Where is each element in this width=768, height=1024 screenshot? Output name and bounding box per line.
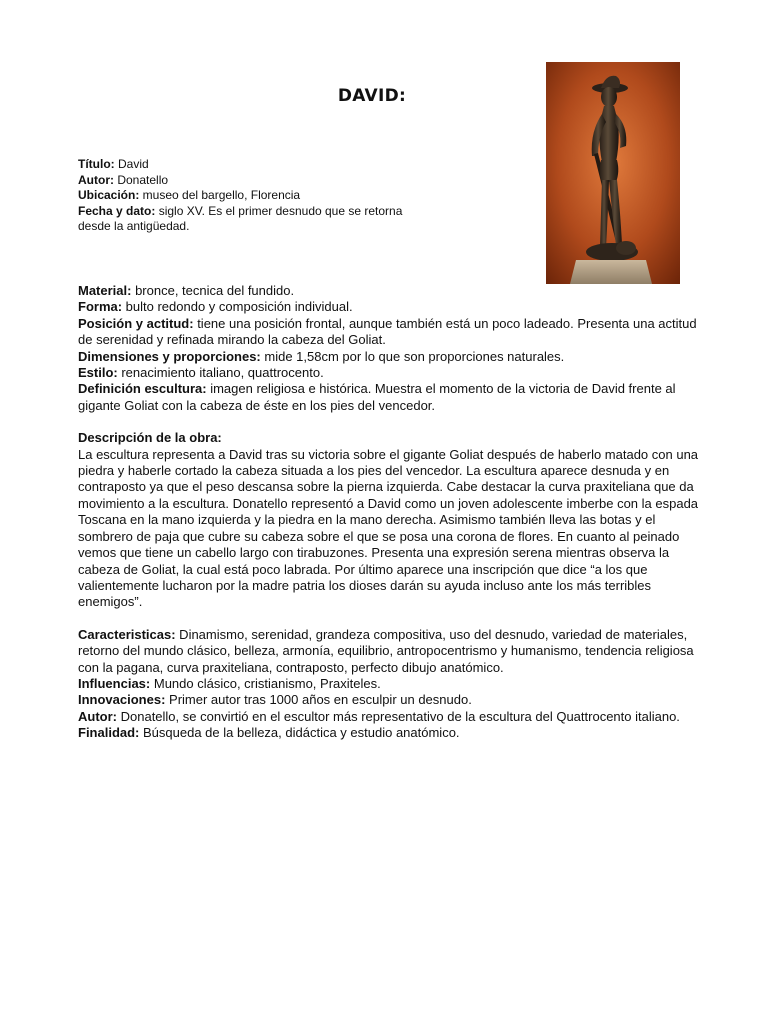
field-influences xyxy=(78,676,700,692)
artwork-metadata xyxy=(78,157,438,235)
field-label: Dimensiones y proporciones: xyxy=(78,348,261,364)
meta-date xyxy=(78,204,438,235)
field-label: Influencias: xyxy=(78,675,151,691)
meta-title xyxy=(78,157,438,173)
meta-location xyxy=(78,188,438,204)
field-value: bulto redondo y composición individual. xyxy=(122,299,353,315)
field-label: Posición y actitud: xyxy=(78,315,194,331)
field-label: Material: xyxy=(78,283,132,298)
meta-author xyxy=(78,173,438,189)
field-value: Mundo clásico, cristianismo, Praxiteles. xyxy=(150,675,381,691)
field-dimensions xyxy=(78,349,700,365)
spacer xyxy=(78,414,700,430)
field-author xyxy=(78,709,700,725)
field-label: Innovaciones: xyxy=(78,692,166,708)
field-value: Primer autor tras 1000 años en esculpir un desnudo. xyxy=(165,692,472,708)
field-label: Autor: xyxy=(78,708,117,724)
field-label: Estilo: xyxy=(78,365,118,381)
page-title: DAVID: xyxy=(337,86,407,106)
field-value: Búsqueda de la belleza, didáctica y estudio anatómico. xyxy=(139,725,460,741)
field-label: Definición escultura: xyxy=(78,381,207,397)
meta-value: museo del bargello, Florencia xyxy=(139,188,301,202)
analysis-fields xyxy=(78,283,700,414)
david-statue-image xyxy=(546,62,680,284)
field-value: imagen religiosa e histórica. Muestra el momento de la victoria de David frente al gigante Goliat con la cabeza de éste en los pies del vencedor. xyxy=(78,381,676,413)
meta-label: Ubicación: xyxy=(78,188,140,202)
meta-label: Título: xyxy=(78,157,115,171)
field-innovations xyxy=(78,692,700,708)
spacer xyxy=(78,611,700,627)
field-form xyxy=(78,299,700,315)
document-body xyxy=(78,283,700,742)
field-label: Finalidad: xyxy=(78,725,140,741)
field-value: bronce, tecnica del fundido. xyxy=(131,283,295,298)
description-section xyxy=(78,430,700,610)
field-position xyxy=(78,316,700,349)
additional-fields xyxy=(78,627,700,742)
field-characteristics xyxy=(78,627,700,676)
field-value: mide 1,58cm por lo que son proporciones naturales. xyxy=(260,348,565,364)
description-text: La escultura representa a David tras su victoria sobre el gigante Goliat después de haberlo matado con una piedra y haberle cortado la cabeza situada a los pies del vencedor. La escultura aparece desnuda y en contraposto ya que el peso descansa sobre la pierna izquierda. Cabe destacar la curva praxiteliana que da movimiento a la escultura. Donatello representó a David como un joven adolescente imberbe con la espada Toscana en la mano izquierda y la piedra en la mano derecha. Asimismo también lleva las botas y el sombrero de paja que cubre su cabeza sobre el que se posa una corona de flores. En cuanto al peinado vemos que tiene un cabello largo con tirabuzones. Presenta una expresión serena mientras observa la cabeza de Goliat, la cual está poco labrada. Por último aparece una inscripción que dice “a los que valientemente lucharon por la madre patria los dioses darán su ayuda incluso ante los más terribles enemigos”. xyxy=(78,446,699,610)
field-value: tiene una posición frontal, aunque también está un poco ladeado. Presenta una actitud de serenidad y refinada mirando la cabeza del Goliat. xyxy=(78,315,697,348)
field-label: Forma: xyxy=(78,299,123,315)
field-value: Donatello, se convirtió en el escultor más representativo de la escultura del Quattrocento italiano. xyxy=(117,708,680,724)
meta-value: David xyxy=(114,157,149,171)
meta-label: Autor: xyxy=(78,172,114,187)
meta-value: Donatello xyxy=(114,172,169,187)
field-purpose xyxy=(78,725,700,741)
field-value: renacimiento italiano, quattrocento. xyxy=(117,365,324,381)
david-statue-photo xyxy=(546,62,680,284)
meta-label: Fecha y dato: xyxy=(78,203,156,218)
description-heading xyxy=(78,430,700,446)
field-material xyxy=(78,283,700,299)
field-value: Dinamismo, serenidad, grandeza compositiva, uso del desnudo, variedad de materiales, retorno del mundo clásico, belleza, armonía, equilibrio, antropocentrismo y humanismo, tendencia religiosa con la pagana, curva praxiteliana, contraposto, perfecto dibujo anatómico. xyxy=(78,626,694,675)
field-definition xyxy=(78,381,700,414)
field-style xyxy=(78,365,700,381)
meta-value: siglo XV. Es el primer desnudo que se retorna desde la antigüedad. xyxy=(78,203,403,233)
section-heading: Descripción de la obra: xyxy=(78,430,222,446)
field-label: Caracteristicas: xyxy=(78,626,176,642)
